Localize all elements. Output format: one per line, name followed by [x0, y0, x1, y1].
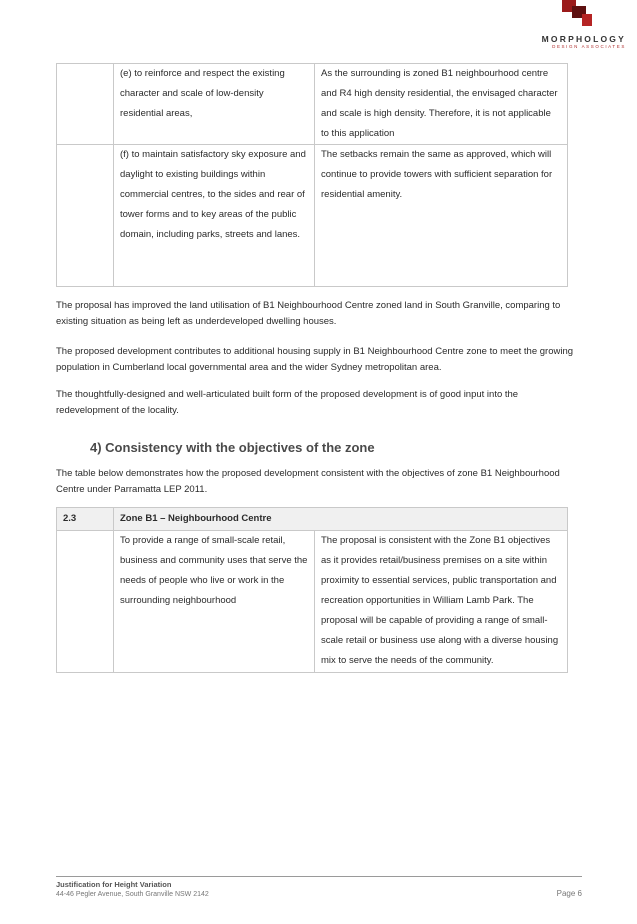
- table-cell-ref: [57, 145, 114, 287]
- body-paragraph: The table below demonstrates how the proposed development consistent with the objectives of zone B1 Neighbourhood Centre under Parramatta LEP 2011.: [56, 468, 560, 495]
- footer-divider: [56, 876, 582, 877]
- footer-title: Justification for Height Variation: [56, 880, 172, 889]
- logo-mark-icon: [562, 0, 596, 30]
- table-cell-objective: To provide a range of small-scale retail, business and community uses that serve the needs of people who live or work in the surrounding neighbourhood: [114, 531, 315, 673]
- table-row: [57, 531, 568, 673]
- table-row: [57, 145, 568, 287]
- table-cell-ref: [57, 531, 114, 673]
- table-header-row: [57, 508, 568, 531]
- objectives-table-1: [56, 63, 568, 287]
- table-header-title: Zone B1 – Neighbourhood Centre: [114, 508, 568, 531]
- table-cell-response: The proposal is consistent with the Zone B1 objectives as it provides retail/business premises on a site within proximity to essential services, public transportation and recreation opportunities in William Lamb Park. The proposal will be capable of providing a range of small-scale retail or business use along with a diverse housing mix to serve the needs of the community.: [315, 531, 568, 673]
- table-row: [57, 64, 568, 145]
- company-logo: [534, 0, 626, 52]
- table-cell-response: The setbacks remain the same as approved, which will continue to provide towers with sufficient separation for residential amenity.: [315, 145, 568, 287]
- body-paragraph: The thoughtfully-designed and well-articulated built form of the proposed development is of good input into the redevelopment of the locality.: [56, 389, 519, 416]
- footer-address: 44-46 Pegler Avenue, South Granville NSW 2142: [56, 891, 209, 898]
- body-paragraph: The proposal has improved the land utilisation of B1 Neighbourhood Centre zoned land in South Granville, comparing to existing situation as being left as underdeveloped dwelling houses.: [56, 300, 561, 327]
- table-header-ref: 2.3: [57, 508, 114, 531]
- logo-name: MORPHOLOGY: [541, 34, 626, 44]
- table-cell-objective: (f) to maintain satisfactory sky exposure and daylight to existing buildings within commercial centres, to the sides and rear of tower forms and to key areas of the public domain, including parks, streets and lanes.: [114, 145, 315, 287]
- logo-subtitle: DESIGN ASSOCIATES: [552, 44, 626, 49]
- page-number: Page 6: [556, 889, 582, 898]
- table-cell-response: As the surrounding is zoned B1 neighbourhood centre and R4 high density residential, the envisaged character and scale is high density. Therefore, it is not applicable to this application: [315, 64, 568, 145]
- table-cell-objective: (e) to reinforce and respect the existing character and scale of low-density residential areas,: [114, 64, 315, 145]
- zone-objectives-table: [56, 507, 568, 673]
- section-heading: 4) Consistency with the objectives of the zone: [90, 440, 375, 455]
- body-paragraph: The proposed development contributes to additional housing supply in B1 Neighbourhood Centre zone to meet the growing population in Cumberland local governmental area and the wider Sydney metropolitan area.: [56, 346, 574, 373]
- table-cell-ref: [57, 64, 114, 145]
